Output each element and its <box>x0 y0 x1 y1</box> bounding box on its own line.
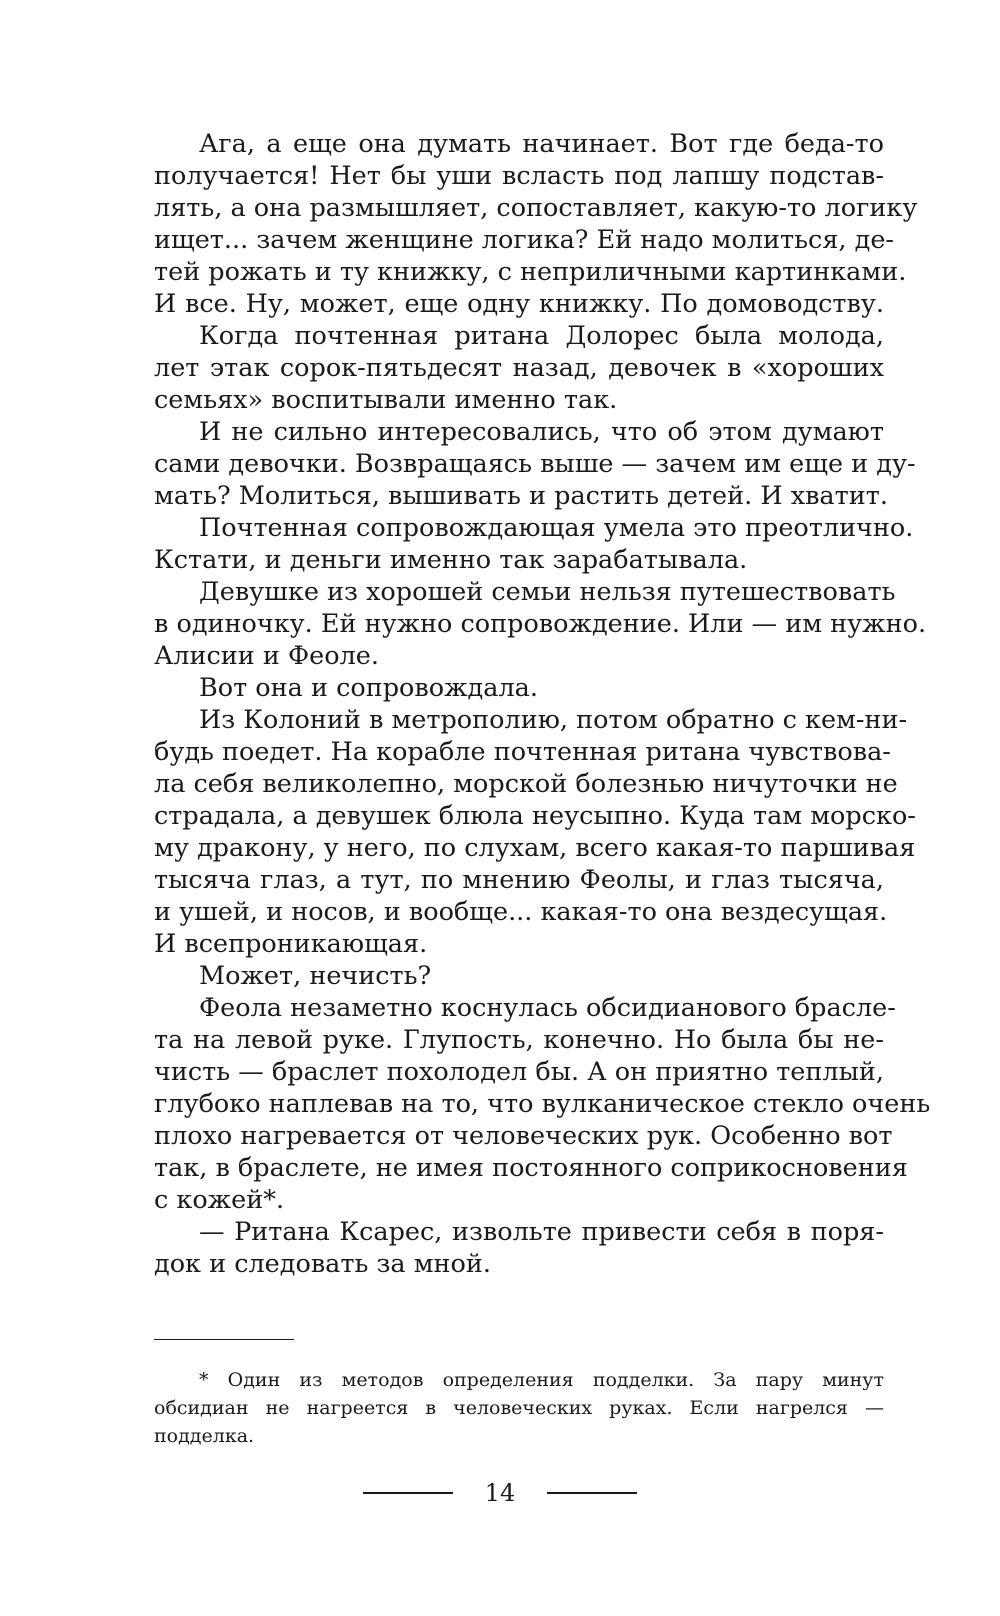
text-line: Ага, а еще она думать начинает. Вот где беда-то <box>199 129 884 159</box>
text-line: тей рожать и ту книжку, с неприличными картинками. <box>154 257 907 287</box>
text-line: Кстати, и деньги именно так зарабатывала. <box>154 545 748 575</box>
text-line: Почтенная сопровождающая умела это преотлично. <box>199 513 914 543</box>
text-line: Может, нечисть? <box>199 961 432 991</box>
text-line: с кожей*. <box>154 1185 285 1215</box>
text-line: страдала, а девушек блюла неусыпно. Куда там морско- <box>154 801 916 831</box>
text-line: Вот она и сопровождала. <box>199 673 538 703</box>
text-line: и ушей, и носов, и вообще... какая-то она вездесущая. <box>154 897 888 927</box>
text-line: Когда почтенная ритана Долорес была молода, <box>199 321 884 351</box>
text-line: лет этак сорок-пятьдесят назад, девочек в «хороших <box>154 353 884 383</box>
text-line: му дракону, у него, по слухам, всего какая-то паршивая <box>154 833 916 863</box>
text-line: ла себя великолепно, морской болезнью ничуточки не <box>154 769 898 799</box>
text-line: ищет... зачем женщине логика? Ей надо молиться, де- <box>154 225 895 255</box>
text-line: док и следовать за мной. <box>154 1249 491 1279</box>
text-line: И всепроникающая. <box>154 929 428 959</box>
text-line: глубоко наплевав на то, что вулканическое стекло очень <box>154 1089 931 1119</box>
text-line: сами девочки. Возвращаясь выше — зачем им еще и ду- <box>154 449 916 479</box>
text-line: та на левой руке. Глупость, конечно. Но была бы не- <box>154 1025 884 1055</box>
text-line: мать? Молиться, вышивать и растить детей. И хватит. <box>154 481 888 511</box>
text-line: чисть — браслет похолодел бы. А он приятно теплый, <box>154 1057 884 1087</box>
text-line: Феола незаметно коснулась обсидианового брасле- <box>199 993 896 1023</box>
text-line: в одиночку. Ей нужно сопровождение. Или — им нужно. <box>154 609 927 639</box>
text-line: — Ритана Ксарес, извольте привести себя в поря- <box>199 1217 884 1247</box>
text-line: лять, а она размышляет, сопоставляет, какую-то логику <box>154 193 918 223</box>
footnote-line: подделка. <box>154 1425 255 1447</box>
folio-rule-right <box>547 1492 637 1494</box>
footnote-line: * Один из методов определения подделки. За пару минут <box>199 1369 884 1391</box>
text-line: Из Колоний в метрополию, потом обратно с кем-ни- <box>199 705 908 735</box>
footnote-divider <box>154 1339 294 1340</box>
text-line: Девушке из хорошей семьи нельзя путешествовать <box>199 577 896 607</box>
text-line: И не сильно интересовались, что об этом думают <box>199 417 884 447</box>
page-number: 14 <box>484 1479 516 1507</box>
footnote-line: обсидиан не нагреется в человеческих руках. Если нагрелся — <box>154 1397 884 1419</box>
text-line: будь поедет. На корабле почтенная ритана чувствова- <box>154 737 891 767</box>
text-line: семьях» воспитывали именно так. <box>154 385 618 415</box>
text-line: И все. Ну, может, еще одну книжку. По домоводству. <box>154 289 884 319</box>
text-line: тысяча глаз, а тут, по мнению Феолы, и глаз тысяча, <box>154 865 884 895</box>
folio-rule-left <box>363 1492 453 1494</box>
text-line: плохо нагревается от человеческих рук. Особенно вот <box>154 1121 893 1151</box>
footnote <box>154 1366 884 1450</box>
page-footer <box>0 1476 1000 1510</box>
text-line: Алисии и Феоле. <box>154 641 379 671</box>
text-line: так, в браслете, не имея постоянного соприкосновения <box>154 1153 908 1183</box>
text-line: получается! Нет бы уши всласть под лапшу подстав- <box>154 161 884 191</box>
main-text <box>154 128 931 1280</box>
